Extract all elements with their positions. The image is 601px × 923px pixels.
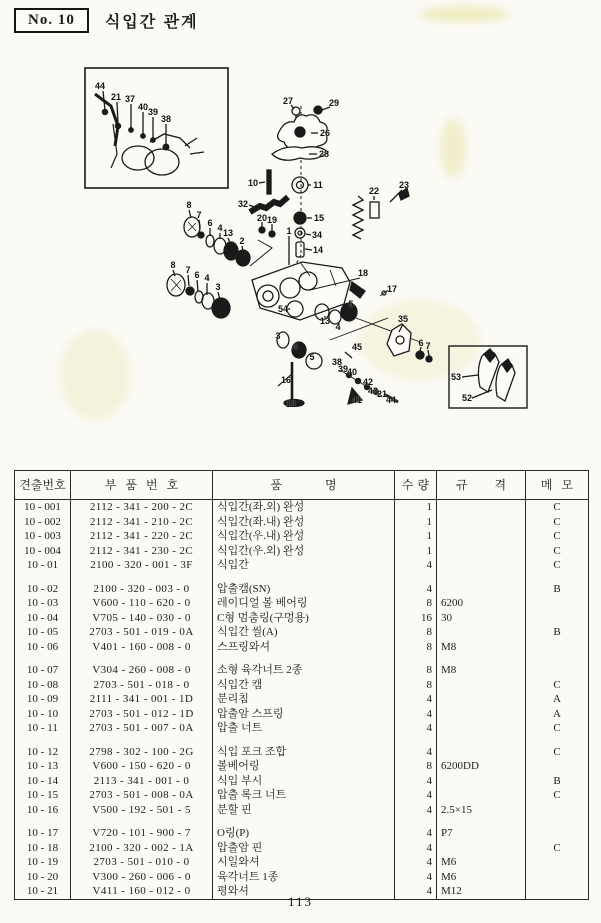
parts-table (14, 470, 589, 900)
cell-name: 평와셔 (213, 884, 395, 899)
cell-item-no: 10 - 003 (15, 529, 71, 544)
cell-part-no: 2703 - 501 - 019 - 0A (71, 625, 213, 640)
col-header-name: 품 명 (213, 471, 395, 500)
cell-item-no: 10 - 001 (15, 500, 71, 515)
callout-39: 39 (337, 364, 349, 374)
cell-spec (437, 582, 526, 597)
callout-19: 19 (266, 215, 278, 225)
callout-28: 28 (318, 149, 330, 159)
group-spacer (15, 654, 589, 663)
cell-qty: 16 (395, 611, 437, 626)
cell-spec (437, 625, 526, 640)
table-row (15, 596, 589, 611)
cell-name: 압출 너트 (213, 721, 395, 736)
col-header-qty: 수 량 (395, 471, 437, 500)
callout-15: 15 (313, 213, 325, 223)
cell-name: 식입간 캠 (213, 678, 395, 693)
cell-item-no: 10 - 12 (15, 745, 71, 760)
cell-name: 식입간 씰(A) (213, 625, 395, 640)
cell-memo (526, 759, 589, 774)
cell-item-no: 10 - 11 (15, 721, 71, 736)
cell-spec (437, 841, 526, 856)
cell-part-no: 2703 - 501 - 018 - 0 (71, 678, 213, 693)
cell-name: O링(P) (213, 826, 395, 841)
cell-part-no: V720 - 101 - 900 - 7 (71, 826, 213, 841)
table-row (15, 788, 589, 803)
cell-name: 육각너트 1종 (213, 870, 395, 885)
callout-45: 45 (351, 342, 363, 352)
cell-name: 식입간 (213, 558, 395, 573)
callout-4: 4 (217, 223, 223, 233)
cell-qty: 4 (395, 841, 437, 856)
cell-spec (437, 515, 526, 530)
cell-part-no: 2112 - 341 - 230 - 2C (71, 544, 213, 559)
cell-item-no: 10 - 09 (15, 692, 71, 707)
cell-memo (526, 855, 589, 870)
group-spacer (15, 736, 589, 745)
cell-name: 소형 육각너트 2종 (213, 663, 395, 678)
cell-part-no: 2798 - 302 - 100 - 2G (71, 745, 213, 760)
cell-memo: C (526, 678, 589, 693)
callout-27: 27 (282, 96, 294, 106)
callout-6: 6 (194, 270, 200, 280)
page-number: 113 (287, 894, 314, 909)
scan-smudge (420, 6, 510, 22)
cell-item-no: 10 - 03 (15, 596, 71, 611)
cell-qty: 8 (395, 640, 437, 655)
cell-name: 압출암 스프링 (213, 707, 395, 722)
table-row (15, 774, 589, 789)
cell-part-no: 2100 - 320 - 003 - 0 (71, 582, 213, 597)
table-row (15, 678, 589, 693)
callout-38: 38 (160, 114, 172, 124)
cell-part-no: V401 - 160 - 008 - 0 (71, 640, 213, 655)
cell-spec: 2.5×15 (437, 803, 526, 818)
cell-qty: 4 (395, 582, 437, 597)
callout-43: 43 (367, 386, 379, 396)
table-row (15, 582, 589, 597)
cell-spec (437, 692, 526, 707)
callout-17: 17 (386, 284, 398, 294)
callout-20: 20 (256, 213, 268, 223)
cell-spec: M8 (437, 640, 526, 655)
cell-name: 압출암 핀 (213, 841, 395, 856)
cell-name: 볼베어링 (213, 759, 395, 774)
cell-item-no: 10 - 10 (15, 707, 71, 722)
cell-memo: C (526, 558, 589, 573)
cell-memo: B (526, 625, 589, 640)
cell-spec: M8 (437, 663, 526, 678)
parts-table-body (15, 500, 589, 900)
callout-34: 34 (311, 230, 323, 240)
cell-item-no: 10 - 06 (15, 640, 71, 655)
cell-memo: B (526, 774, 589, 789)
cell-memo: A (526, 707, 589, 722)
cell-spec: 6200DD (437, 759, 526, 774)
cell-qty: 4 (395, 692, 437, 707)
cell-spec (437, 678, 526, 693)
col-header-item-no: 견출번호 (15, 471, 71, 500)
table-row (15, 870, 589, 885)
cell-name: 레이디얼 볼 베어링 (213, 596, 395, 611)
cell-item-no: 10 - 07 (15, 663, 71, 678)
table-row (15, 721, 589, 736)
callout-13: 13 (222, 228, 234, 238)
col-header-memo: 메 모 (526, 471, 589, 500)
callout-6: 6 (418, 338, 424, 348)
cell-part-no: V705 - 140 - 030 - 0 (71, 611, 213, 626)
callout-37: 37 (124, 94, 136, 104)
callout-1: 1 (286, 226, 292, 236)
callout-38: 38 (331, 357, 343, 367)
cell-part-no: 2100 - 320 - 001 - 3F (71, 558, 213, 573)
cell-qty: 1 (395, 529, 437, 544)
callout-2: 2 (239, 236, 245, 246)
cell-qty: 4 (395, 558, 437, 573)
table-row (15, 558, 589, 573)
cell-item-no: 10 - 15 (15, 788, 71, 803)
cell-memo: C (526, 788, 589, 803)
group-spacer (15, 573, 589, 582)
cell-qty: 4 (395, 855, 437, 870)
cell-memo: A (526, 692, 589, 707)
cell-item-no: 10 - 004 (15, 544, 71, 559)
cell-spec: P7 (437, 826, 526, 841)
table-row (15, 529, 589, 544)
cell-qty: 4 (395, 774, 437, 789)
table-row (15, 826, 589, 841)
cell-item-no: 10 - 16 (15, 803, 71, 818)
cell-item-no: 10 - 18 (15, 841, 71, 856)
callout-3: 3 (275, 331, 281, 341)
cell-part-no: V304 - 260 - 008 - 0 (71, 663, 213, 678)
callout-21: 21 (376, 389, 388, 399)
cell-qty: 8 (395, 596, 437, 611)
callout-53: 53 (450, 372, 462, 382)
cell-spec: 6200 (437, 596, 526, 611)
cell-memo: C (526, 745, 589, 760)
callout-7: 7 (425, 341, 431, 351)
cell-qty: 4 (395, 884, 437, 899)
cell-part-no: 2703 - 501 - 010 - 0 (71, 855, 213, 870)
table-row (15, 640, 589, 655)
cell-name: 식입 포크 조합 (213, 745, 395, 760)
cell-spec (437, 529, 526, 544)
callout-4: 4 (204, 273, 210, 283)
cell-qty: 8 (395, 663, 437, 678)
cell-item-no: 10 - 002 (15, 515, 71, 530)
callout-16: 16 (280, 375, 292, 385)
cell-qty: 8 (395, 625, 437, 640)
table-row (15, 625, 589, 640)
cell-part-no: 2703 - 501 - 012 - 1D (71, 707, 213, 722)
cell-qty: 4 (395, 745, 437, 760)
callout-44: 44 (94, 81, 106, 91)
cell-item-no: 10 - 05 (15, 625, 71, 640)
cell-item-no: 10 - 04 (15, 611, 71, 626)
callout-54: 54 (277, 304, 289, 314)
callout-39: 39 (147, 107, 159, 117)
cell-part-no: V600 - 150 - 620 - 0 (71, 759, 213, 774)
cell-name: 압출 록크 너트 (213, 788, 395, 803)
cell-name: 스프링와셔 (213, 640, 395, 655)
cell-memo (526, 663, 589, 678)
cell-item-no: 10 - 13 (15, 759, 71, 774)
cell-spec: M12 (437, 884, 526, 899)
callout-22: 22 (368, 186, 380, 196)
cell-name: 식입간(좌.외) 완성 (213, 500, 395, 515)
cell-spec (437, 774, 526, 789)
cell-part-no: 2100 - 320 - 002 - 1A (71, 841, 213, 856)
cell-spec (437, 500, 526, 515)
callout-18: 18 (357, 268, 369, 278)
callout-6: 6 (207, 218, 213, 228)
callout-12: 12 (285, 399, 297, 409)
cell-qty: 4 (395, 826, 437, 841)
table-row (15, 663, 589, 678)
callout-52: 52 (461, 393, 473, 403)
cell-name: 식입간(우.내) 완성 (213, 529, 395, 544)
cell-memo: B (526, 582, 589, 597)
cell-memo: C (526, 500, 589, 515)
cell-memo: C (526, 721, 589, 736)
callout-42: 42 (362, 377, 374, 387)
callout-29: 29 (328, 98, 340, 108)
col-header-part-no: 부 품 번 호 (71, 471, 213, 500)
callout-10: 10 (247, 178, 259, 188)
table-row (15, 692, 589, 707)
cell-item-no: 10 - 17 (15, 826, 71, 841)
cell-memo: C (526, 544, 589, 559)
group-spacer (15, 817, 589, 826)
table-row (15, 544, 589, 559)
diagram-art (0, 50, 601, 462)
callout-7: 7 (185, 265, 191, 275)
cell-part-no: 2112 - 341 - 220 - 2C (71, 529, 213, 544)
callout-5: 5 (348, 299, 354, 309)
cell-memo (526, 640, 589, 655)
cell-part-no: V600 - 110 - 620 - 0 (71, 596, 213, 611)
cell-memo: C (526, 515, 589, 530)
cell-item-no: 10 - 08 (15, 678, 71, 693)
callout-11: 11 (313, 180, 323, 190)
table-row (15, 707, 589, 722)
table-row (15, 803, 589, 818)
cell-memo (526, 870, 589, 885)
callout-32: 32 (237, 199, 249, 209)
callout-40: 40 (137, 102, 149, 112)
table-row (15, 855, 589, 870)
cell-part-no: 2112 - 341 - 210 - 2C (71, 515, 213, 530)
callout-44: 44 (385, 395, 397, 405)
callout-3: 3 (215, 282, 221, 292)
callout-35: 35 (397, 314, 409, 324)
table-row (15, 841, 589, 856)
cell-spec (437, 707, 526, 722)
cell-name: 식입간(좌.내) 완성 (213, 515, 395, 530)
cell-name: 압출캠(SN) (213, 582, 395, 597)
cell-qty: 8 (395, 759, 437, 774)
cell-spec: 30 (437, 611, 526, 626)
cell-memo: C (526, 841, 589, 856)
exploded-parts-diagram (0, 50, 601, 462)
cell-part-no: V411 - 160 - 012 - 0 (71, 884, 213, 899)
doc-number-box: No. 10 (14, 8, 89, 33)
table-row (15, 745, 589, 760)
table-row (15, 759, 589, 774)
callout-21: 21 (110, 92, 122, 102)
cell-spec (437, 721, 526, 736)
cell-part-no: 2703 - 501 - 007 - 0A (71, 721, 213, 736)
cell-part-no: 2111 - 341 - 001 - 1D (71, 692, 213, 707)
callout-4: 4 (292, 342, 298, 352)
callout-26: 26 (319, 128, 331, 138)
cell-qty: 4 (395, 707, 437, 722)
cell-qty: 1 (395, 544, 437, 559)
cell-spec (437, 745, 526, 760)
cell-item-no: 10 - 20 (15, 870, 71, 885)
cell-qty: 8 (395, 678, 437, 693)
cell-qty: 1 (395, 515, 437, 530)
cell-qty: 1 (395, 500, 437, 515)
cell-part-no: V300 - 260 - 006 - 0 (71, 870, 213, 885)
cell-memo (526, 611, 589, 626)
cell-memo (526, 826, 589, 841)
callout-13: 13 (319, 316, 331, 326)
cell-name: 식입간(우.외) 완성 (213, 544, 395, 559)
table-header-row (15, 471, 589, 500)
table-row (15, 500, 589, 515)
cell-qty: 4 (395, 721, 437, 736)
cell-part-no: 2112 - 341 - 200 - 2C (71, 500, 213, 515)
cell-memo (526, 596, 589, 611)
cell-item-no: 10 - 02 (15, 582, 71, 597)
cell-name: 분할 핀 (213, 803, 395, 818)
col-header-spec: 규 격 (437, 471, 526, 500)
cell-part-no: 2703 - 501 - 008 - 0A (71, 788, 213, 803)
cell-memo: C (526, 529, 589, 544)
page-header (14, 8, 199, 33)
callout-8: 8 (170, 260, 176, 270)
cell-part-no: V500 - 192 - 501 - 5 (71, 803, 213, 818)
callout-8: 8 (186, 200, 192, 210)
cell-name: 식입 부시 (213, 774, 395, 789)
table-row (15, 611, 589, 626)
callout-14: 14 (312, 245, 324, 255)
cell-name: 분리침 (213, 692, 395, 707)
cell-spec: M6 (437, 870, 526, 885)
cell-spec: M6 (437, 855, 526, 870)
page-title: 식입간 관계 (104, 14, 199, 31)
cell-qty: 4 (395, 803, 437, 818)
callout-5: 5 (309, 352, 315, 362)
cell-qty: 4 (395, 870, 437, 885)
cell-name: 시일와셔 (213, 855, 395, 870)
callout-41: 41 (351, 395, 363, 405)
cell-part-no: 2113 - 341 - 001 - 0 (71, 774, 213, 789)
cell-spec (437, 544, 526, 559)
cell-name: C형 멈춤링(구멍용) (213, 611, 395, 626)
cell-memo (526, 803, 589, 818)
callout-4: 4 (335, 322, 341, 332)
callout-23: 23 (398, 180, 410, 190)
callout-7: 7 (196, 210, 202, 220)
cell-item-no: 10 - 14 (15, 774, 71, 789)
cell-item-no: 10 - 01 (15, 558, 71, 573)
cell-spec (437, 788, 526, 803)
cell-spec (437, 558, 526, 573)
cell-qty: 4 (395, 788, 437, 803)
cell-item-no: 10 - 19 (15, 855, 71, 870)
cell-item-no: 10 - 21 (15, 884, 71, 899)
callout-40: 40 (346, 367, 358, 377)
table-row (15, 515, 589, 530)
